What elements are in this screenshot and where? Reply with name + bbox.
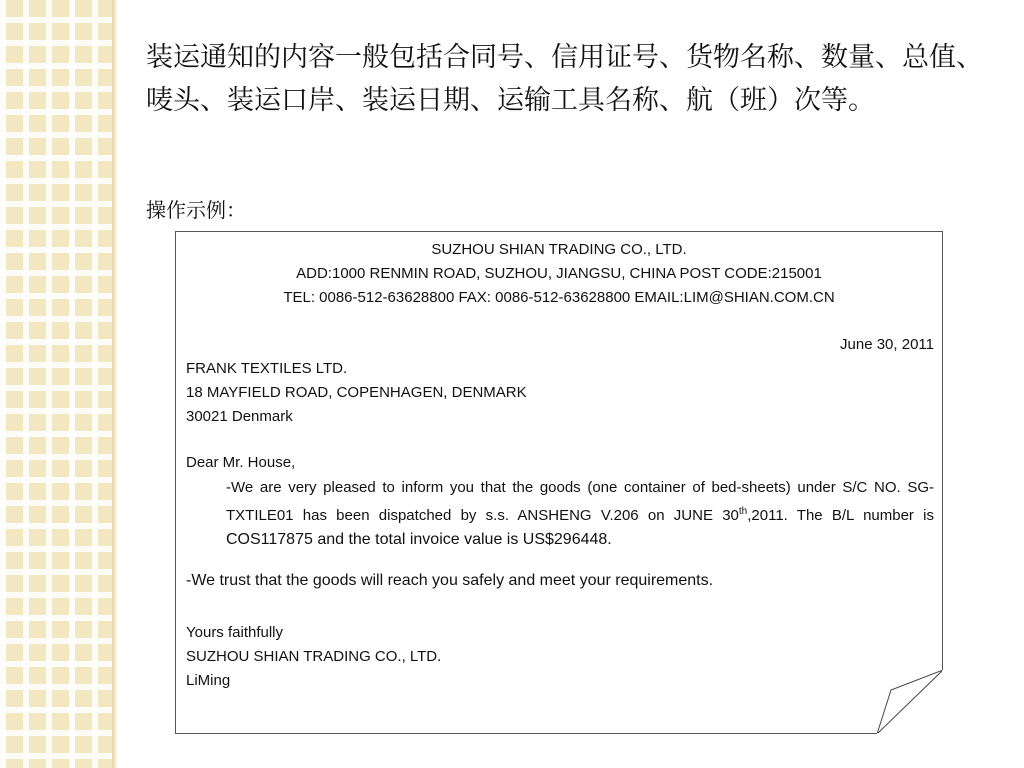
bl-number: COS117875: [226, 531, 313, 548]
letter-company-contact: TEL: 0086-512-63628800 FAX: 0086-512-63628800 EMAIL:LIM@SHIAN.COM.CN: [283, 289, 835, 306]
shipping-notice-letter: [175, 231, 943, 734]
side-pattern-edge: [112, 0, 117, 768]
decorative-side-pattern: [0, 0, 112, 768]
recipient-postal: 30021 Denmark: [186, 408, 293, 425]
signature-company: SUZHOU SHIAN TRADING CO., LTD.: [186, 648, 442, 665]
letter-body-part2: ,2011. The B/L number is: [747, 507, 934, 524]
letter-body-part1: -We are very pleased to inform you that the goods (one container of bed-sheets) under S/C NO. SG-TXTILE01 has been dispatched by s.s. ANSHENG V.206 on JUNE 30: [226, 479, 934, 524]
signature-name: LiMing: [186, 672, 231, 689]
closing-phrase: Yours faithfully: [186, 624, 284, 641]
salutation: Dear Mr. House,: [186, 454, 296, 471]
recipient-block: [186, 357, 527, 429]
letter-body-part3: and the total invoice value is US$296448.: [312, 531, 612, 548]
letter-company-header: SUZHOU SHIAN TRADING CO., LTD.: [431, 241, 687, 258]
closing-block: [186, 621, 441, 693]
letter-company-address: ADD:1000 RENMIN ROAD, SUZHOU, JIANGSU, CHINA POST CODE:215001: [296, 265, 822, 282]
trust-line: -We trust that the goods will reach you safely and meet your requirements.: [186, 572, 714, 589]
intro-text: 装运通知的内容一般包括合同号、信用证号、货物名称、数量、总值、唛头、装运口岸、装运日期、运输工具名称、航（班）次等。: [146, 42, 983, 116]
recipient-street: 18 MAYFIELD ROAD, COPENHAGEN, DENMARK: [186, 384, 527, 401]
letter-date: June 30, 2011: [840, 336, 934, 353]
page-curl-icon: [877, 670, 943, 734]
recipient-name: FRANK TEXTILES LTD.: [186, 360, 348, 377]
example-label: 操作示例：: [146, 198, 246, 222]
letter-body: [226, 476, 934, 552]
ordinal-suffix: th: [738, 506, 748, 517]
